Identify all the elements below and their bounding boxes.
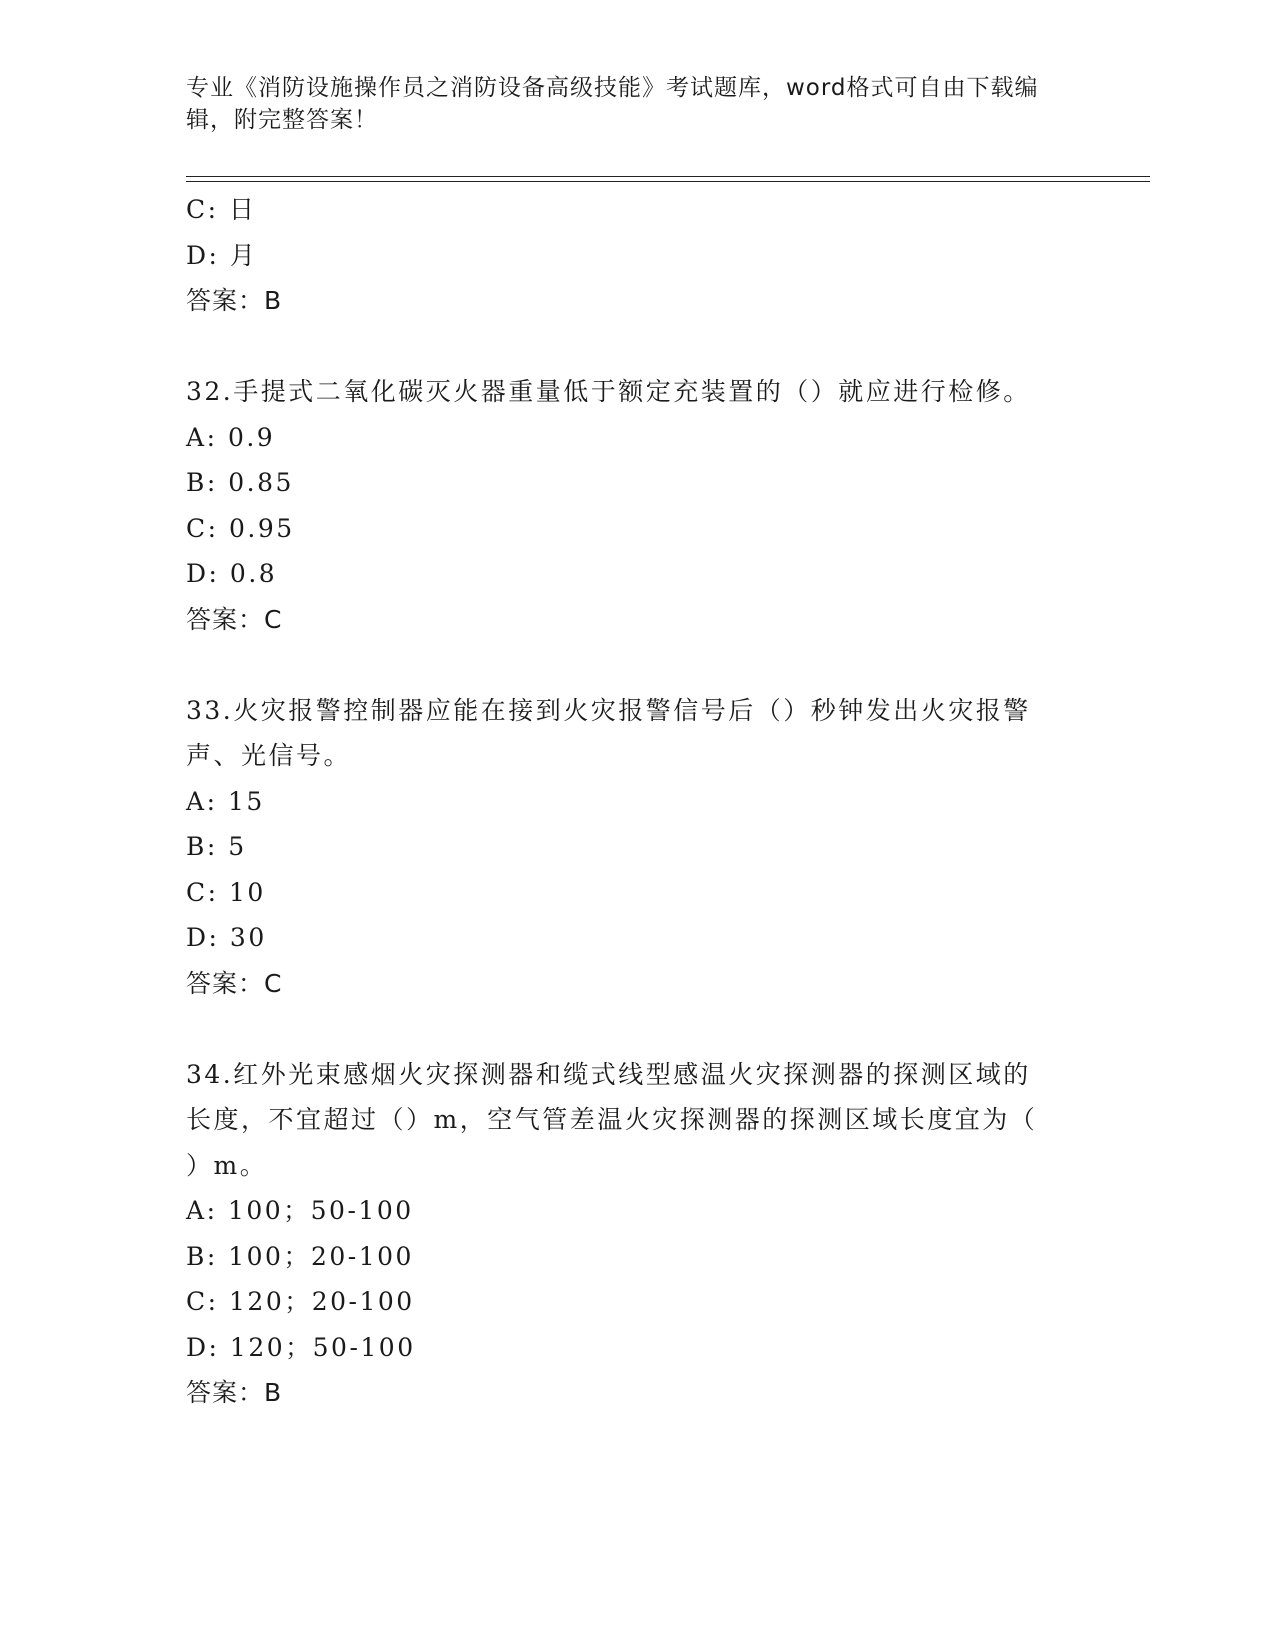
answer-line: 答案：B	[186, 286, 283, 315]
option-text: 120；20-100	[229, 1287, 415, 1316]
option-label: C	[186, 1287, 208, 1316]
question-text	[186, 1052, 1066, 1189]
option-text: 月	[229, 240, 258, 270]
option-line	[186, 824, 1086, 870]
prev-question-block	[186, 187, 1086, 324]
question-block-32	[186, 369, 1086, 642]
option-text: 0.85	[228, 468, 294, 497]
question-block-34	[186, 1052, 1086, 1416]
option-label: A	[186, 422, 207, 452]
option-text: 120；50-100	[229, 1332, 416, 1362]
question-line: 33.火灾报警控制器应能在接到火灾报警信号后（）秒钟发出火灾报警	[186, 695, 1031, 725]
option-separator: :	[207, 877, 230, 907]
option-separator: :	[208, 240, 230, 270]
option-text: 0.95	[229, 513, 295, 543]
option-separator: :	[207, 195, 230, 224]
option-separator: :	[207, 513, 230, 543]
option-line	[186, 1325, 1086, 1371]
option-label: D	[186, 1332, 209, 1362]
document-body	[186, 187, 1086, 1416]
spacer	[186, 324, 1086, 370]
question-line: 32.手提式二氧化碳灭火器重量低于额定充装置的（）就应进行检修。	[186, 377, 1031, 406]
answer-line: 答案：C	[186, 604, 283, 634]
option-text: 10	[229, 877, 266, 907]
document-header	[186, 72, 1066, 136]
option-separator: :	[206, 468, 229, 497]
question-line: ）m。	[186, 1150, 268, 1180]
option-text: 100；50-100	[227, 1196, 414, 1225]
option-text: 0.8	[229, 559, 278, 588]
question-line: 长度，不宜超过（）m，空气管差温火灾探测器的探测区域长度宜为（	[186, 1105, 1038, 1134]
option-text: 日	[229, 195, 257, 224]
option-label: C	[186, 195, 208, 224]
option-line	[186, 870, 1086, 916]
question-line: 34.红外光束感烟火灾探测器和缆式线型感温火灾探测器的探测区域的	[186, 1059, 1031, 1089]
option-separator: :	[208, 1332, 230, 1362]
option-label: A	[186, 1196, 207, 1225]
option-separator: :	[206, 786, 228, 816]
option-label: A	[186, 786, 207, 816]
option-line	[186, 779, 1086, 825]
option-label: C	[186, 877, 208, 907]
header-line-2: 辑，附完整答案！	[186, 107, 378, 133]
header-divider-bottom	[186, 181, 1150, 182]
spacer	[186, 642, 1086, 688]
header-line-1: 专业《消防设施操作员之消防设备高级技能》考试题库，word格式可自由下载编	[186, 75, 1039, 101]
option-line	[186, 233, 1086, 279]
option-separator: :	[207, 1287, 230, 1316]
option-line	[186, 187, 1086, 233]
answer-line: 答案：B	[186, 1378, 283, 1407]
option-text: 100；20-100	[228, 1241, 414, 1271]
option-separator: :	[208, 923, 230, 952]
option-separator: :	[206, 832, 229, 861]
option-label: B	[186, 1241, 207, 1271]
option-text: 5	[228, 832, 247, 861]
option-line	[186, 551, 1086, 597]
question-block-33	[186, 688, 1086, 1007]
option-line	[186, 1279, 1086, 1325]
option-line	[186, 415, 1086, 461]
option-label: D	[186, 923, 209, 952]
option-label: D	[186, 559, 209, 588]
question-text	[186, 688, 1066, 779]
option-line	[186, 1188, 1086, 1234]
answer-line: 答案：C	[186, 968, 283, 998]
option-text: 15	[227, 786, 265, 816]
option-line	[186, 915, 1086, 961]
option-separator: :	[206, 1196, 228, 1225]
option-label: B	[186, 832, 207, 861]
option-line	[186, 1234, 1086, 1280]
question-line: 声、光信号。	[186, 741, 352, 770]
option-line	[186, 460, 1086, 506]
option-line	[186, 506, 1086, 552]
header-divider-top	[186, 176, 1150, 177]
option-text: 0.9	[227, 422, 276, 452]
option-separator: :	[206, 422, 228, 452]
spacer	[186, 1006, 1086, 1052]
question-text	[186, 369, 1066, 415]
option-label: B	[186, 468, 207, 497]
option-separator: :	[208, 559, 230, 588]
option-text: 30	[229, 923, 267, 952]
option-label: D	[186, 240, 209, 270]
option-label: C	[186, 513, 208, 543]
option-separator: :	[206, 1241, 229, 1271]
